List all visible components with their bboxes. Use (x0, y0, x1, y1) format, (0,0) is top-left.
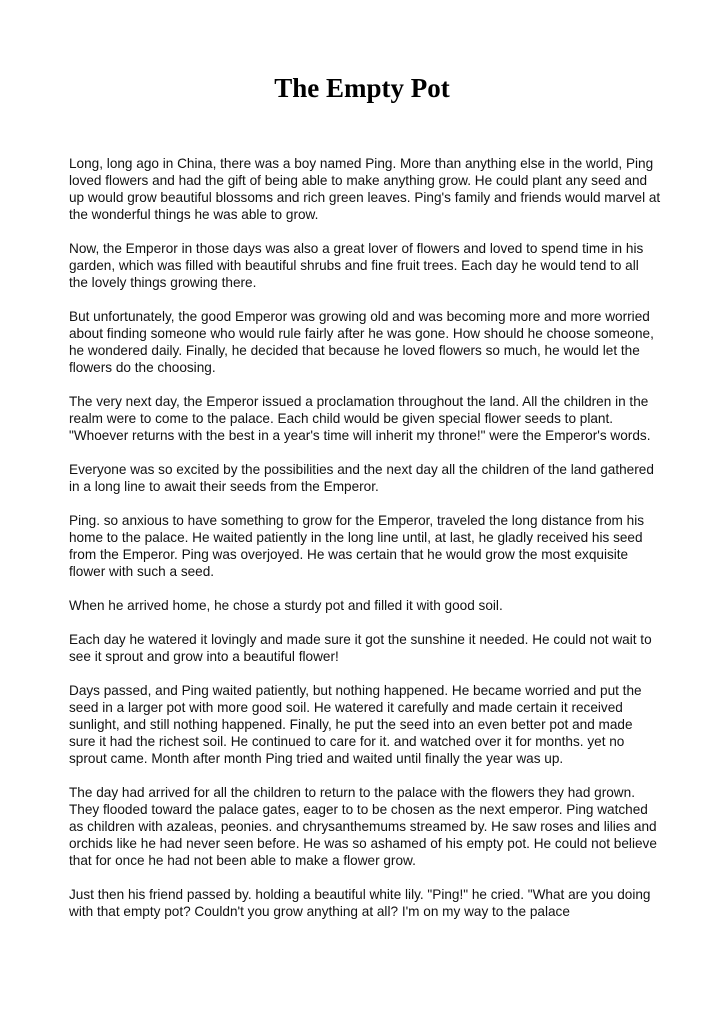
paragraph-8: Each day he watered it lovingly and made sure it got the sunshine it needed. He could not wait to see it sprout and grow into a beautiful flower! (69, 632, 652, 664)
paragraph-6: Ping. so anxious to have something to grow for the Emperor, traveled the long distance from his home to the palace. He waited patiently in the long line until, at last, he gladly received his seed from the Emperor. Ping was overjoyed. He was certain that he would grow the most exquisite flower with such a seed. (69, 513, 645, 579)
document-title: The Empty Pot (274, 73, 450, 103)
paragraph-2: Now, the Emperor in those days was also a great lover of flowers and loved to spend time in his garden, which was filled with beautiful shrubs and fine fruit trees. Each day he would tend to all the lovely things growing there. (69, 241, 644, 290)
paragraph-7: When he arrived home, he chose a sturdy pot and filled it with good soil. (69, 598, 503, 613)
paragraph-4: The very next day, the Emperor issued a proclamation throughout the land. All the children in the realm were to come to the palace. Each child would be given special flower seeds to plant. "Whoever returns with the best in a year's time will inherit my throne!" were the Emperor's words. (69, 394, 651, 443)
paragraph-10: The day had arrived for all the children to return to the palace with the flowers they had grown. They flooded toward the palace gates, eager to to be chosen as the next emperor. Ping watched as children with azaleas, peonies. and chrysanthemums streamed by. He saw roses and lilies and orchids like he had never seen before. He was so ashamed of his empty pot. He could not believe that for once he had not been able to make a flower grow. (69, 785, 657, 868)
paragraph-1: Long, long ago in China, there was a boy named Ping. More than anything else in the world, Ping loved flowers and had the gift of being able to make anything grow. He could plant any seed and up would grow beautiful blossoms and rich green leaves. Ping's family and friends would marvel at the wonderful things he was able to grow. (69, 156, 661, 222)
paragraph-11: Just then his friend passed by. holding a beautiful white lily. "Ping!" he cried. "What are you doing with that empty pot? Couldn't you grow anything at all? I'm on my way to the palace (69, 887, 651, 919)
paragraph-9: Days passed, and Ping waited patiently, but nothing happened. He became worried and put the seed in a larger pot with more good soil. He watered it carefully and made certain it received sunlight, and still nothing happened. Finally, he put the seed into an even better pot and made sure it had the richest soil. He continued to care for it. and watched over it for months. yet no sprout came. Month after month Ping tried and waited until finally the year was up. (69, 683, 642, 766)
paragraph-3: But unfortunately, the good Emperor was growing old and was becoming more and more worried about finding someone who would rule fairly after he was gone. How should he choose someone, he wondered daily. Finally, he decided that because he loved flowers so much, he would let the flowers do the choosing. (69, 309, 654, 375)
paragraph-5: Everyone was so excited by the possibilities and the next day all the children of the land gathered in a long line to await their seeds from the Emperor. (69, 462, 654, 494)
story-body (69, 155, 661, 920)
